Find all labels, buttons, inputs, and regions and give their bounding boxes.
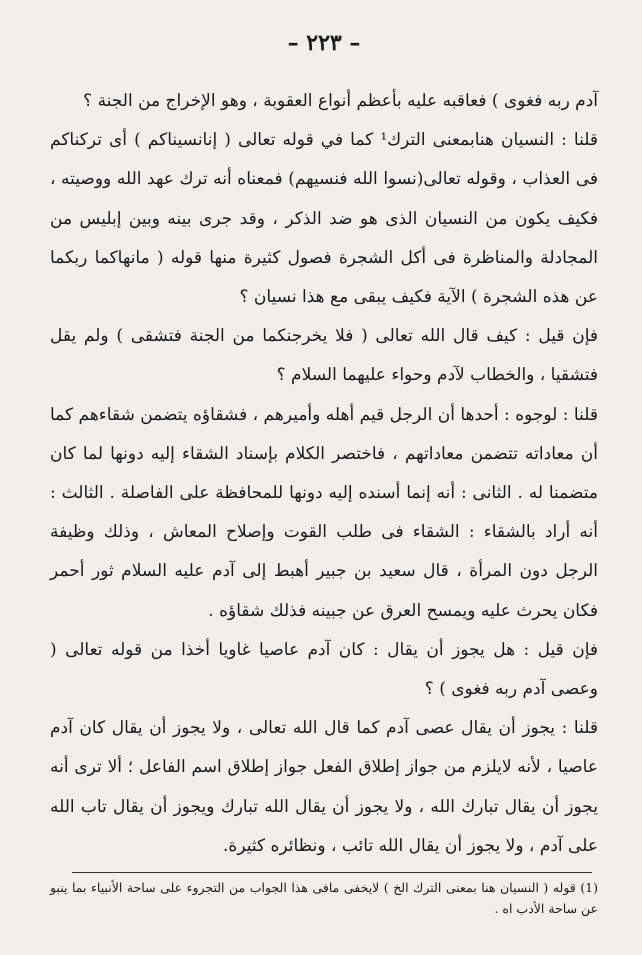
paragraph: فإن قيل : كيف قال الله تعالى ( فلا يخرجنكما من الجنة فتشقى ) ولم يقل فتشقيا ، والخطاب لآدم وحواء عليهما السلام ؟ [50,326,598,386]
paragraph: قلنا : لوجوه : أحدها أن الرجل قيم أهله وأميرهم ، فشقاؤه يتضمن شقاءهم كما أن معاداته تتضمن معاداتهم ، فاختصر الكلام بإسناد الشقاء إليه دونها لما كان متضمنا له . الثانى : أنه إنما أسنده إليه دونها للمحافظة على الفاصلة . الثالث : أنه أراد بالشقاء : الشقاء فى طلب القوت وإصلاح المعاش ، وذلك وظيفة الرجل دون المرأة ، قال سعيد بن جبير أهبط إلى آدم عليه السلام ثور أحمر فكان يحرث عليه ويمسح العرق عن جبينه فذلك شقاؤه . [50,404,598,621]
paragraph: فإن قيل : هل يجوز أن يقال : كان آدم عاصيا غاويا أخذا من قوله تعالى ( وعصى آدم ربه فغوى ) ؟ [50,639,598,700]
page-number: – ٢٢٣ – [287,30,361,56]
footnote: (1) قوله ( النسيان هنا بمعنى الترك الخ ) لايخفى مافى هذا الجواب من التجروء على ساحة الأنبياء بما ينبو عن ساحة الأدب اه . [50,880,598,917]
paragraph: قلنا : يجوز أن يقال عصى آدم كما قال الله تعالى ، ولا يجوز أن يقال كان آدم عاصيا ، لأنه لايلزم من جواز إطلاق الفعل جواز إطلاق اسم الفاعل ؛ ألا ترى أنه يجوز أن يقال تبارك الله ، ولا يجوز أن يقال الله تبارك ويجوز أن يقال تاب الله على آدم ، ولا يجوز أن يقال الله تائب ، ونظائره كثيرة. [50,718,598,856]
footnote-divider [72,872,592,873]
paragraph: قلنا : النسيان هنابمعنى الترك¹ كما في قوله تعالى ( إنانسيناكم ) أى تركناكم فى العذاب ، وقوله تعالى(نسوا الله فنسيهم) فمعناه أنه ترك عهد الله ووصيته ، فكيف يكون من النسيان الذى هو ضد الذكر ، وقد جرى بينه وبين إبليس من المجادلة والمناظرة فى أكل الشجرة فصول كثيرة منها قوله ( مانهاكما ربكما عن هذه الشجرة ) الآية فكيف يبقى مع هذا نسيان ؟ [50,130,598,308]
body-text [50,82,598,866]
paragraph: آدم ربه فغوى ) فعاقبه عليه بأعظم أنواع العقوبة ، وهو الإخراج من الجنة ؟ [83,91,598,111]
